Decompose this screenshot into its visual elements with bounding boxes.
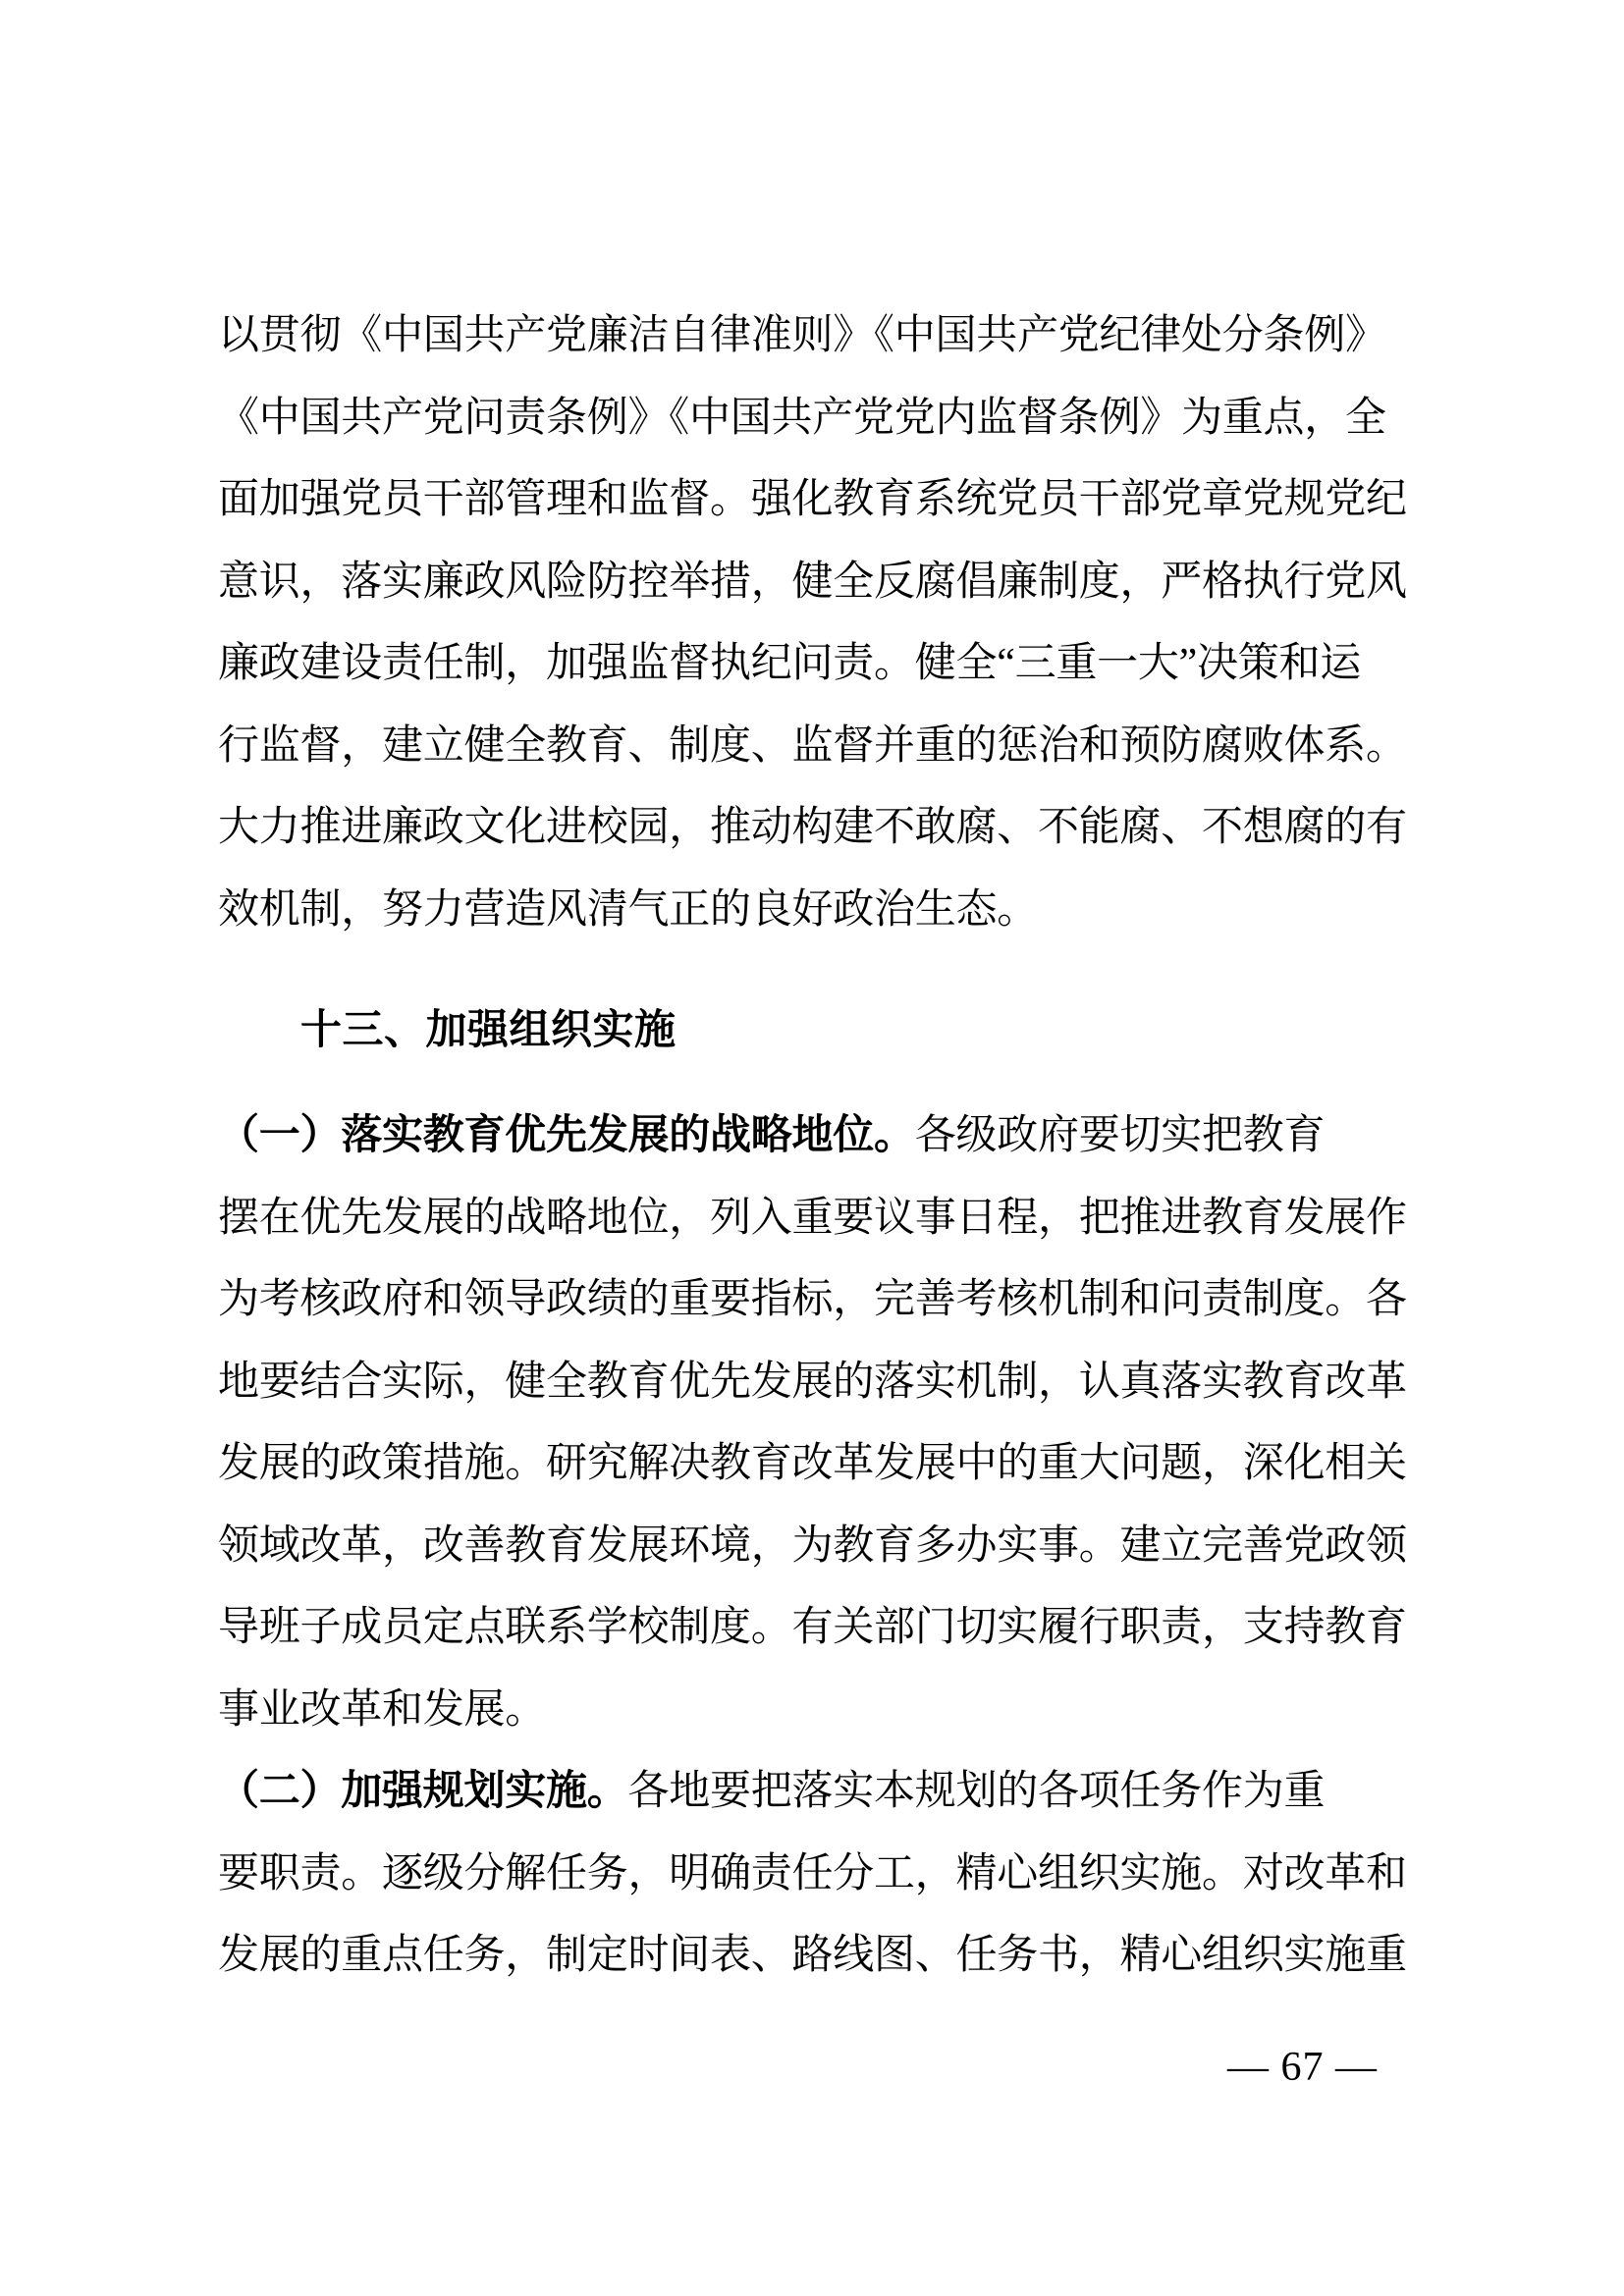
paragraph-two [218, 1751, 1414, 1998]
body-line [218, 1095, 1414, 1178]
paragraph-one [218, 1095, 1414, 1751]
paragraph-two-lead-rest: 各地要把落实本规划的各项任务作为重 [627, 1769, 1326, 1814]
body-line: 为考核政府和领导政绩的重要指标，完善考核机制和问责制度。各 [218, 1277, 1407, 1322]
body-line: 要职责。逐级分解任务，明确责任分工，精心组织实施。对改革和 [218, 1850, 1407, 1896]
body-line: 面加强党员干部管理和监督。强化教育系统党员干部党章党规党纪 [218, 477, 1407, 522]
body-line: 廉政建设责任制，加强监督执纪问责。健全“三重一大”决策和运 [218, 641, 1362, 686]
body-line: 摆在优先发展的战略地位，列入重要议事日程，把推进教育发展作 [218, 1195, 1407, 1241]
body-line: 地要结合实际，健全教育优先发展的落实机制，认真落实教育改革 [218, 1359, 1407, 1405]
body-line: 《中国共产党问责条例》《中国共产党党内监督条例》为重点，全 [218, 395, 1386, 441]
paragraph-two-lead-bold: （二）加强规划实施。 [218, 1769, 628, 1814]
section-heading: 十三、加强组织实施 [300, 1006, 677, 1052]
body-line: 以贯彻《中国共产党廉洁自律准则》《中国共产党纪律处分条例》 [218, 313, 1386, 358]
body-line: 行监督，建立健全教育、制度、监督并重的惩治和预防腐败体系。 [218, 722, 1407, 769]
body-line: 事业改革和发展。 [218, 1686, 547, 1733]
body-line: 发展的政策措施。研究解决教育改革发展中的重大问题，深化相关 [218, 1441, 1407, 1486]
body-line: 领域改革，改善教育发展环境，为教育多办实事。建立完善党政领 [218, 1522, 1407, 1569]
body-line: 大力推进廉政文化进校园，推动构建不敢腐、不能腐、不想腐的有 [218, 805, 1407, 850]
paragraph-one-lead-bold: （一）落实教育优先发展的战略地位。 [218, 1113, 915, 1158]
body-line: 意识，落实廉政风险防控举措，健全反腐倡廉制度，严格执行党风 [218, 559, 1407, 605]
paragraph-continuation [218, 295, 1414, 951]
body-line: 发展的重点任务，制定时间表、路线图、任务书，精心组织实施重 [218, 1933, 1407, 1978]
body-line: 导班子成员定点联系学校制度。有关部门切实履行职责，支持教育 [218, 1605, 1407, 1650]
body-line [218, 1751, 1414, 1834]
page-number: — 67 — [1227, 2045, 1378, 2090]
paragraph-one-lead-rest: 各级政府要切实把教育 [914, 1113, 1326, 1158]
body-line: 效机制，努力营造风清气正的良好政治生态。 [218, 886, 1039, 933]
